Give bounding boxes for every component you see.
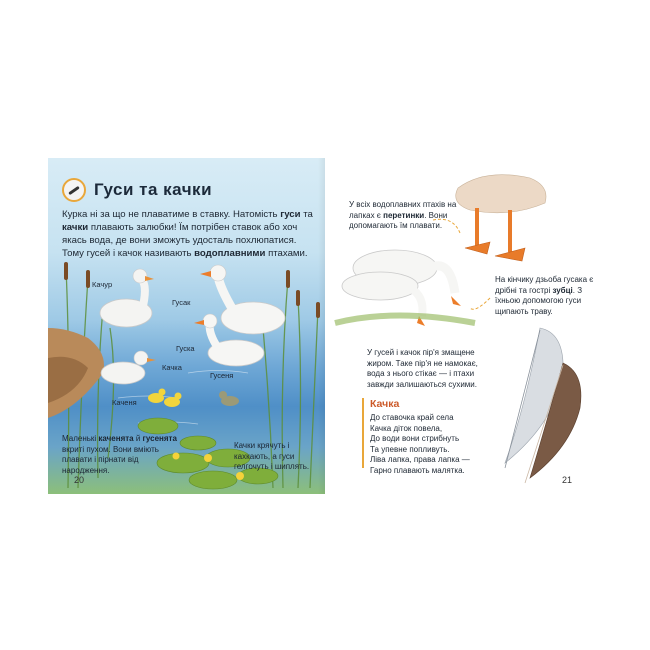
caption-seg: каченята xyxy=(98,434,134,443)
poem-title: Качка xyxy=(370,398,400,410)
intro-seg: гуси xyxy=(280,209,301,220)
text-seg: У всіх водоплавних птахів на лапках є xyxy=(349,200,457,220)
text-seg: . З їхньою допомогою гуси щипають траву. xyxy=(495,285,583,316)
title-row xyxy=(62,178,212,202)
text-seg: . Вони допомагають їм плавати. xyxy=(349,210,448,230)
feather-text: У гусей і качок пір'я змащене жиром. Таке пір'я не намокає, вода з нього стікає — і птахи завжди залишаються сухими. xyxy=(367,348,478,389)
caption-sounds: Качки крячуть і кахкають, а гуси гелгочуть і шиплять. xyxy=(234,441,310,471)
label-gosling: Гусеня xyxy=(210,371,234,380)
intro-seg: качки xyxy=(62,222,89,233)
poem-accent-bar xyxy=(362,398,364,468)
label-goose: Гуска xyxy=(176,344,195,353)
label-duck: Качка xyxy=(162,363,182,372)
poem-line: Та упевне попливуть. xyxy=(370,444,450,454)
caption-seg: гусенята xyxy=(142,434,177,443)
intro-seg: птахами. xyxy=(265,248,308,259)
text-seg: На кінчику дзьоба гусака є дрібні та гострі xyxy=(495,275,594,295)
intro-seg: плавають залюбки! Їм потрібен ставок або хоч якась вода, де вони зможуть удосталь похлюпатися. Тому гусей і качок називають xyxy=(62,222,298,259)
label-duckling: Каченя xyxy=(112,398,137,407)
page-number-left: 20 xyxy=(74,475,85,485)
label-gander: Гусак xyxy=(172,298,191,307)
ducklings-drawing xyxy=(148,389,239,408)
caption-seg: вкриті пухом. Вони вміють плавати і пірнати від народження. xyxy=(62,444,159,475)
poem-line: Гарно плавають малятка. xyxy=(370,465,465,475)
duck-drawing xyxy=(101,351,156,384)
left-page xyxy=(48,158,325,494)
poem-line: До ставочка край села xyxy=(370,413,454,422)
text-seg: зубці xyxy=(552,285,573,295)
pencil-icon xyxy=(62,178,86,202)
caption-seg: Маленькі xyxy=(62,434,99,443)
text-seg: перетинки xyxy=(383,210,425,220)
caption-seg: й xyxy=(133,434,143,443)
webbed-feet-text xyxy=(349,200,459,232)
webbed-feet-drawing xyxy=(456,175,546,261)
intro-seg: водоплавними xyxy=(194,248,266,259)
intro-seg: та xyxy=(300,209,313,220)
poem-line: Ліва лапка, права лапка — xyxy=(370,455,470,464)
right-page xyxy=(325,158,604,494)
feathers-drawing xyxy=(505,328,581,483)
beak-teeth-text xyxy=(495,275,595,317)
poem-line: До води вони стрибнуть xyxy=(370,434,460,443)
grazing-geese-drawing xyxy=(335,250,475,326)
page-number-right: 21 xyxy=(562,475,573,485)
intro-paragraph xyxy=(62,208,320,260)
poem-body xyxy=(370,413,495,476)
poem-line: Качка діток повела, xyxy=(370,423,443,433)
book-spread xyxy=(48,158,604,494)
intro-seg: Курка ні за що не плаватиме в ставку. Натомість xyxy=(62,209,281,220)
label-drake: Качур xyxy=(92,280,113,289)
drake-drawing xyxy=(100,269,154,327)
page-title: Гуси та качки xyxy=(94,180,213,199)
caption-chicks xyxy=(62,434,177,476)
